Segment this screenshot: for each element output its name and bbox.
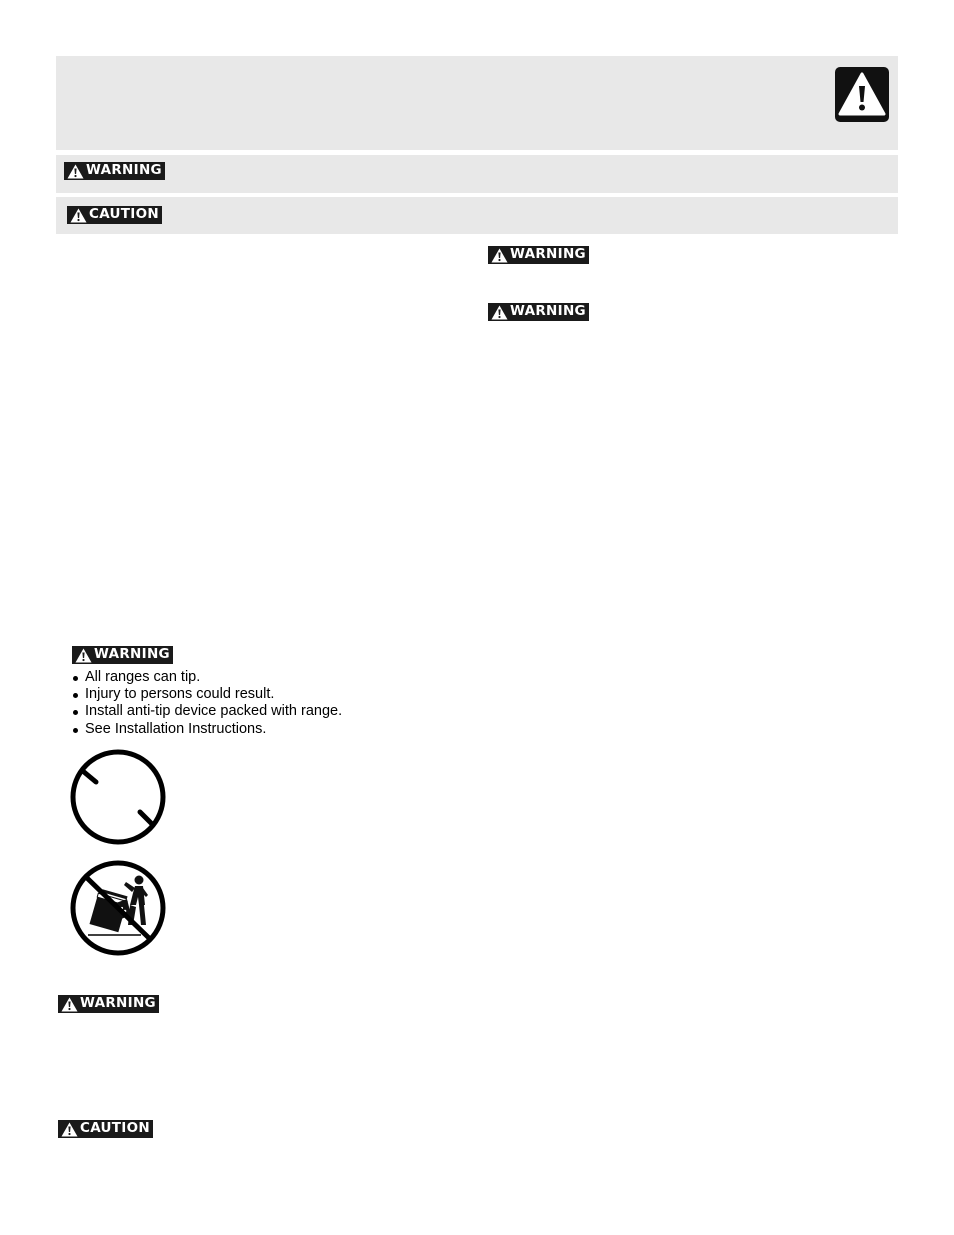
warning-badge	[488, 246, 589, 264]
warning-badge-label: WARNING	[94, 646, 170, 663]
warning-badge-label: WARNING	[510, 303, 586, 320]
tip-over-warning-badge	[72, 646, 173, 664]
alert-triangle-icon	[61, 1122, 78, 1137]
no-tipping-range-icon	[69, 859, 167, 957]
alert-triangle-icon	[61, 997, 78, 1012]
warning-badge	[488, 303, 589, 321]
alert-triangle-icon	[491, 305, 508, 320]
caution-definition-band	[56, 197, 898, 234]
warning-badge	[64, 162, 165, 180]
warning-badge-label: WARNING	[510, 246, 586, 263]
alert-triangle-icon	[75, 648, 92, 663]
warning-badge-label: WARNING	[80, 995, 156, 1012]
caution-badge-label: CAUTION	[89, 206, 160, 223]
warning-definition-band	[56, 155, 898, 193]
alert-triangle-icon	[491, 248, 508, 263]
warning-badge	[58, 995, 159, 1013]
caution-badge-label: CAUTION	[80, 1120, 151, 1137]
alert-triangle-icon	[67, 164, 84, 179]
list-item: Install anti-tip device packed with range.	[72, 703, 342, 720]
safety-header-band	[56, 56, 898, 150]
list-item: Injury to persons could result.	[72, 686, 342, 703]
warning-badge-label: WARNING	[86, 162, 162, 179]
warning-triangle-icon	[834, 66, 890, 123]
tip-over-list	[72, 669, 342, 738]
caution-badge	[58, 1120, 153, 1138]
caution-badge	[67, 206, 162, 224]
list-item: See Installation Instructions.	[72, 721, 342, 738]
list-item: All ranges can tip.	[72, 669, 342, 686]
alert-triangle-icon	[70, 208, 87, 223]
anti-tip-circle-icon	[69, 748, 167, 846]
